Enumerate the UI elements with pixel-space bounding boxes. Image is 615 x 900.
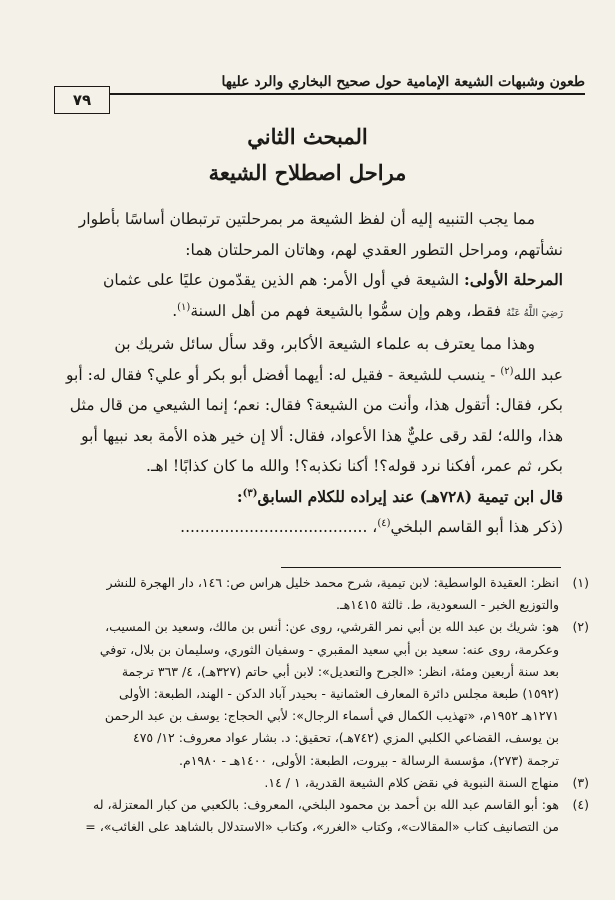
- footnote-number: (١): [572, 575, 589, 590]
- ibn-taymiyya-quote-intro: قال ابن تيمية (٧٢٨هـ) عند إيراده للكلام السابق: [257, 486, 563, 506]
- footnote-2-line-7: ترجمة (٢٧٣)، مؤسسة الرسالة - بيروت، الطبعة: الأولى، ١٤٠٠هـ - ١٩٨٠م.: [178, 752, 559, 768]
- footnote-ref-4[interactable]: (٤): [377, 517, 391, 529]
- colon: :: [236, 486, 243, 506]
- footnote-1-line-2: والتوزيع الخبر - السعودية، ط. ثالثة ١٤١٥هـ.: [336, 597, 559, 613]
- stage-one-label: المرحلة الأولى:: [464, 270, 563, 289]
- paragraph-1-line-1: مما يجب التنبيه إليه أن لفظ الشيعة مر بمرحلتين ترتبطان أساسًا بأطوار: [78, 210, 535, 228]
- footnote-ref-2[interactable]: (٢): [500, 365, 514, 377]
- footnote-1-line-1: انظر: العقيدة الواسطية: لابن تيمية، شرح محمد خليل هراس ص: ١٤٦، دار الهجرة للنشر: [106, 575, 559, 590]
- paragraph-1-line-2: نشأتهم، ومراحل التطور العقدي لهم، وهاتان المرحلتان هما:: [185, 240, 563, 259]
- page-header: [64, 68, 585, 109]
- footnote-3: [26, 772, 589, 794]
- footnote-4-line-2: من التصانيف كتاب «المقالات»، وكتاب «الغرر»، وكتاب «الاستدلال بالشاهد على الغائب»، =: [85, 819, 559, 835]
- footnote-number: (٣): [572, 774, 589, 790]
- footnote-2-line-4: (١٥٩٢) طبعة مجلس دائرة المعارف العثمانية - بحيدر آباد الدكن - الهند، الطبعة: الأولى: [118, 686, 559, 702]
- footnote-4: [26, 794, 589, 838]
- stage-one-text: الشيعة في أول الأمر: هم الذين يقدّمون عليًا على عثمان: [103, 271, 465, 289]
- chapter-title: مراحل اصطلاح الشيعة: [208, 160, 407, 185]
- footnote-2: [26, 616, 589, 771]
- stage-one-text-2: فقط، وهم وإن سمُّوا بالشيعة فهم من أهل السنة: [190, 301, 507, 320]
- footnotes: [26, 572, 589, 838]
- footnote-text: [26, 572, 559, 616]
- name-sharik: عبد الله: [513, 365, 563, 384]
- paragraph-3-line-2: [54, 360, 563, 391]
- paragraph-3-line-1: وهذا مما يعترف به علماء الشيعة الأكابر، وقد سأل سائل شريك بن: [114, 335, 535, 353]
- footnote-2-line-1: هو: شريك بن عبد الله بن أبي نمر القرشي، روى عن: أنس بن مالك، وسعيد بن المسيب،: [105, 619, 559, 635]
- quote-start: (ذكر هذا أبو القاسم البلخي: [390, 518, 563, 536]
- footnote-1: [26, 572, 589, 616]
- section-heading: المبحث الثاني: [247, 124, 368, 149]
- main-text: [54, 204, 563, 543]
- footnote-2-line-5: ١٢٧١هـ ١٩٥٢م، «تهذيب الكمال في أسماء الرجال»: لأبي الحجاج: يوسف بن عبد الرحمن: [104, 708, 559, 724]
- paragraph-2-line-1: [54, 265, 563, 296]
- footnote-text: [26, 616, 559, 771]
- paragraph-2-line-2: رَضِيَ اللَّهُ عَنْهُ فقط، وهم وإن سمُّوا بالشيعة فهم من أهل السنة$^{(١)}$.: [172, 301, 563, 320]
- footnote-number: (٤): [572, 797, 589, 813]
- paragraph-4: [54, 482, 563, 513]
- footnote-text: [26, 794, 559, 838]
- page-number: ٧٩: [54, 86, 110, 114]
- footnote-ref-3[interactable]: (٣): [242, 487, 258, 499]
- quote-ellipsis: ، ......................................: [180, 518, 378, 536]
- paragraph-3-line-3: بكر، فقال: أتقول هذا، وأنت من الشيعة؟ فقال: نعم؛ إنما الشيعي من قال مثل: [69, 396, 563, 414]
- header-rule: [64, 93, 585, 95]
- footnote-2-line-2: وعكرمة، روى عنه: سعيد بن أبي سعيد المقبري - وسفيان الثوري، وسليمان بن بلال، توفي: [99, 641, 559, 657]
- footnote-text: [26, 772, 559, 794]
- footnote-2-line-3: بعد سنة أربعين ومئة، انظر: «الجرح والتعديل»: لابن أبي حاتم (٣٢٧هـ)، ٤/ ٣٦٣ ترجمة: [121, 663, 559, 679]
- footnote-number: (٢): [572, 619, 589, 635]
- footnote-4-line-1: هو: أبو القاسم عبد الله بن أحمد بن محمود البلخي، المعروف: بالكعبي من كبار المعتزلة، له: [93, 797, 559, 813]
- honorific-glyph: رَضِيَ اللَّهُ عَنْهُ: [506, 307, 563, 319]
- paragraph-3-text: - ينسب للشيعة - فقيل له: أيهما أفضل أبو بكر أو علي؟ فقال له: أبو: [66, 365, 501, 384]
- paragraph-3-line-5: بكر، ثم عمر، أفكنا نرد قوله؟! أكنا نكذبه؟! والله ما كان كذابًا! اهـ.: [146, 457, 563, 475]
- running-title: طعون وشبهات الشيعة الإمامية حول صحيح البخاري والرد عليها: [221, 74, 585, 90]
- footnote-separator: [281, 567, 561, 568]
- footnote-2-line-6: بن يوسف، القضاعي الكلبي المزي (٧٤٢هـ)، تحقيق: د. بشار عواد معروف: ١٢/ ٤٧٥: [133, 730, 559, 746]
- footnote-3-line-1: منهاج السنة النبوية في نقض كلام الشيعة القدرية، ١ / ١٤.: [264, 774, 559, 790]
- paragraph-3-line-4: هذا، والله؛ لقد رقى عليٌّ هذا الأعواد، فقال: ألا إن خير هذه الأمة بعد نبيها أبو: [81, 426, 563, 445]
- footnote-ref-1[interactable]: (١): [177, 301, 191, 313]
- paragraph-5: [54, 512, 563, 543]
